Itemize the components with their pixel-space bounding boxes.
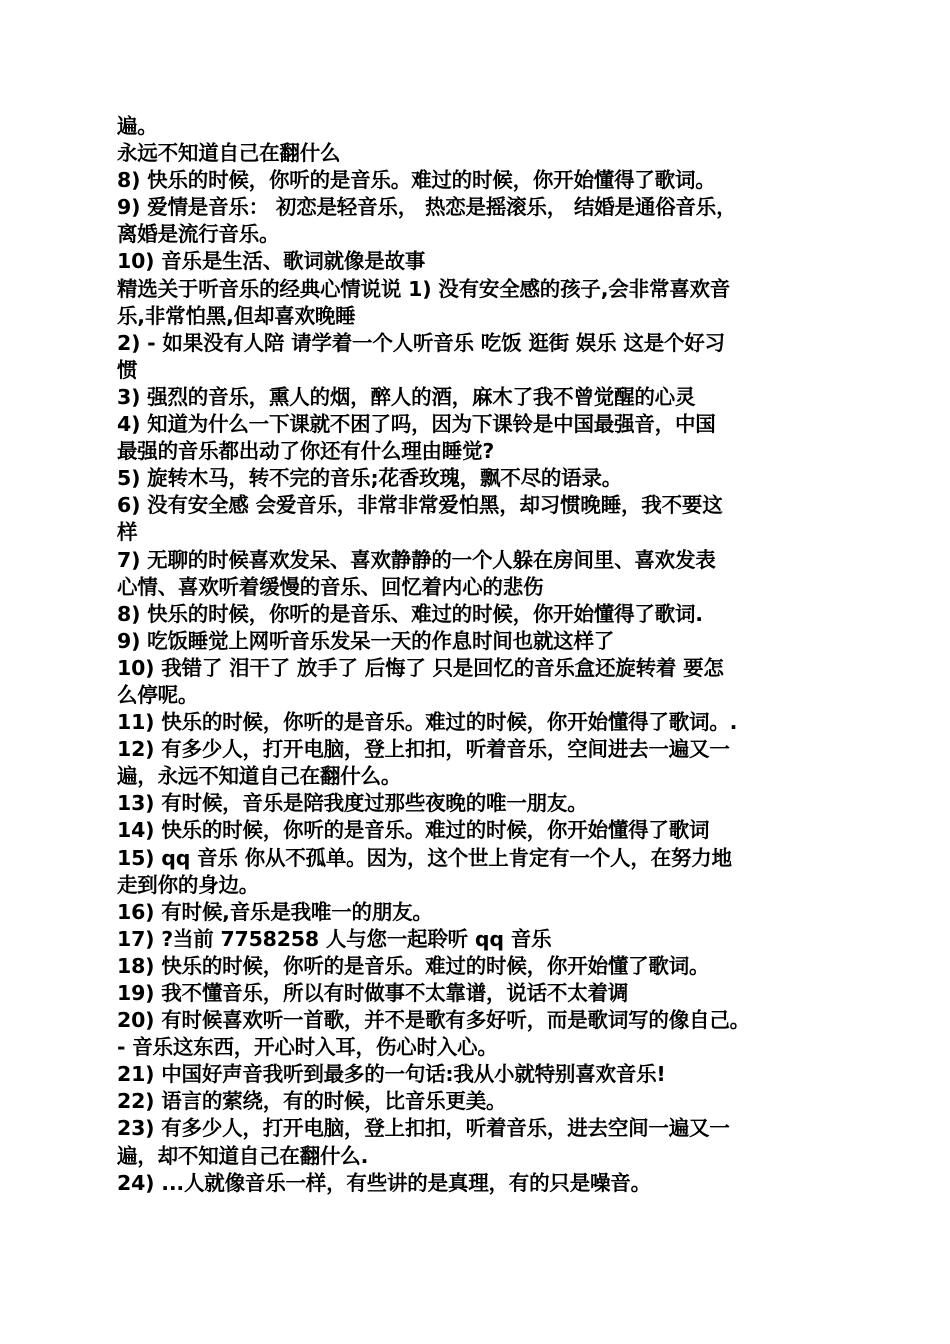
- text-line: 遍，却不知道自己在翻什么.: [117, 1143, 369, 1168]
- text-line: 20) 有时候喜欢听一首歌，并不是歌有多好听，而是歌词写的像自己。: [117, 1008, 750, 1033]
- text-line: 13) 有时候，音乐是陪我度过那些夜晚的唯一朋友。: [117, 791, 588, 816]
- text-line: 精选关于听音乐的经典心情说说 1) 没有安全感的孩子,会非常喜欢音: [117, 276, 731, 301]
- text-line: 17) ?当前 7758258 人与您一起聆听 qq 音乐: [117, 926, 552, 951]
- text-line: 8) 快乐的时候，你听的是音乐、难过的时候，你开始懂得了歌词.: [117, 601, 703, 626]
- text-line: 11) 快乐的时候，你听的是音乐。难过的时候，你开始懂得了歌词。.: [117, 710, 738, 735]
- text-line: 4) 知道为什么一下课就不困了吗，因为下课铃是中国最强音，中国: [117, 412, 716, 437]
- text-line: 10) 我错了 泪干了 放手了 后悔了 只是回忆的音乐盒还旋转着 要怎: [117, 655, 724, 680]
- text-line: 14) 快乐的时候，你听的是音乐。难过的时候，你开始懂得了歌词: [117, 818, 710, 843]
- text-line: 6) 没有安全感 会爱音乐，非常非常爱怕黑，却习惯晚睡，我不要这: [117, 493, 723, 518]
- text-line: 21) 中国好声音我听到最多的一句话:我从小就特别喜欢音乐!: [117, 1062, 666, 1087]
- text-line: 9) 爱情是音乐： 初恋是轻音乐， 热恋是摇滚乐， 结婚是通俗音乐，: [117, 195, 737, 220]
- text-line: 2) - 如果没有人陪 请学着一个人听音乐 吃饭 逛街 娱乐 这是个好习: [117, 330, 725, 355]
- text-line: 15) qq 音乐 你从不孤单。因为，这个世上肯定有一个人，在努力地: [117, 845, 732, 870]
- text-line: 12) 有多少人，打开电脑，登上扣扣，听着音乐，空间进去一遍又一: [117, 737, 730, 762]
- text-line: 9) 吃饭睡觉上网听音乐发呆一天的作息时间也就这样了: [117, 628, 615, 653]
- text-line: 遍。: [117, 114, 158, 138]
- text-line: 乐,非常怕黑,但却喜欢晚睡: [117, 303, 356, 328]
- text-line: - 音乐这东西，开心时入耳，伤心时入心。: [117, 1035, 498, 1060]
- text-line: 16) 有时候,音乐是我唯一的朋友。: [117, 899, 433, 924]
- text-line: 永远不知道自己在翻什么: [117, 141, 341, 166]
- text-line: 24) ...人就像音乐一样，有些讲的是真理，有的只是噪音。: [117, 1170, 651, 1195]
- text-line: 走到你的身边。: [117, 872, 260, 897]
- text-line: 22) 语言的萦绕，有的时候，比音乐更美。: [117, 1089, 507, 1114]
- text-line: 5) 旋转木马，转不完的音乐;花香玫瑰，飘不尽的语录。: [117, 466, 623, 491]
- text-line: 最强的音乐都出动了你还有什么理由睡觉?: [117, 439, 495, 464]
- text-line: 18) 快乐的时候，你听的是音乐。难过的时候，你开始懂了歌词。: [117, 953, 710, 978]
- text-line: 8) 快乐的时候，你听的是音乐。难过的时候，你开始懂得了歌词。: [117, 168, 716, 193]
- text-line: 23) 有多少人，打开电脑，登上扣扣，听着音乐，进去空间一遍又一: [117, 1116, 730, 1141]
- text-line: 7) 无聊的时候喜欢发呆、喜欢静静的一个人躲在房间里、喜欢发表: [117, 547, 716, 572]
- text-line: 么停呢。: [117, 682, 199, 707]
- text-line: 离婚是流行音乐。: [117, 222, 280, 247]
- text-line: 10) 音乐是生活、歌词就像是故事: [117, 249, 426, 274]
- text-line: 心情、喜欢听着缓慢的音乐、回忆着内心的悲伤: [117, 574, 544, 599]
- text-line: 样: [117, 520, 138, 545]
- text-line: 19) 我不懂音乐，所以有时做事不太靠谱，说话不太着调: [117, 981, 629, 1005]
- text-line: 遍，永远不知道自己在翻什么。: [117, 764, 402, 789]
- text-line: 3) 强烈的音乐，熏人的烟，醉人的酒，麻木了我不曾觉醒的心灵: [117, 384, 696, 409]
- document-body: [117, 113, 837, 1197]
- text-line: 惯: [117, 357, 138, 382]
